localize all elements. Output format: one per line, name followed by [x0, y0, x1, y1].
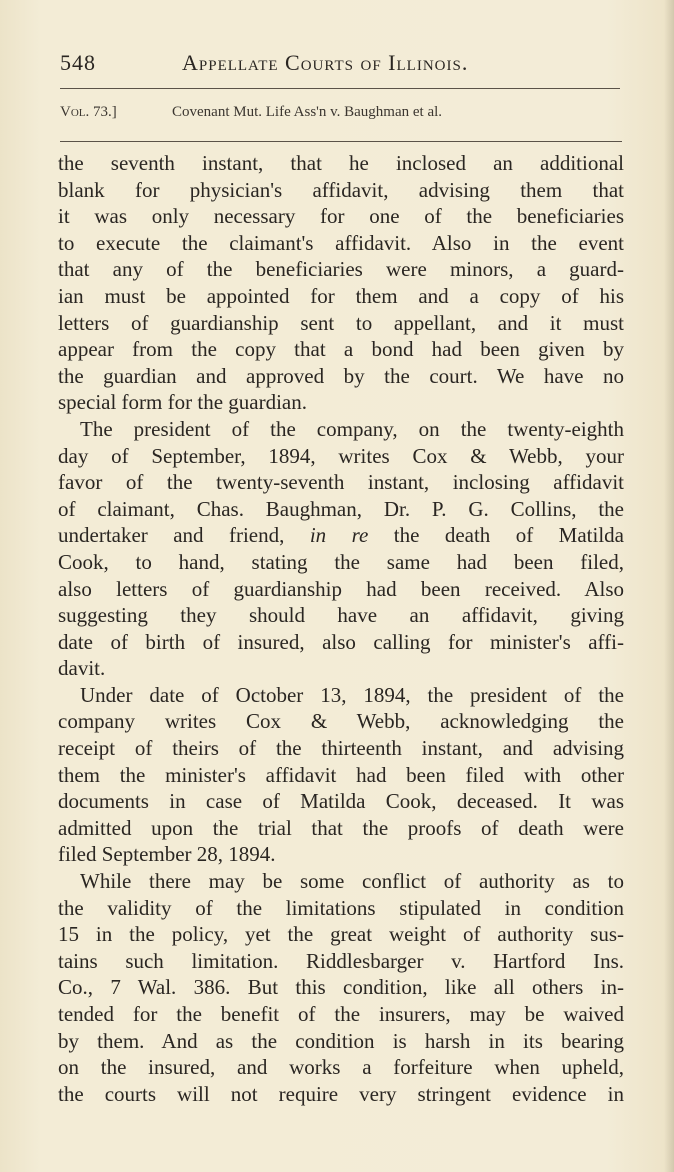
text-line: undertaker and friend, in re the death of Matilda: [58, 523, 624, 548]
text-line: them the minister's affidavit had been filed with other: [58, 762, 624, 787]
text-line: date of birth of insured, also calling for minister's affi-: [58, 629, 624, 654]
text-line: company writes Cox & Webb, acknowledging the: [58, 709, 624, 734]
text-line: letters of guardianship sent to appellant, and it must: [58, 310, 624, 335]
text-line: by them. And as the condition is harsh in its bearing: [58, 1028, 624, 1053]
text-line: suggesting they should have an affidavit, giving: [58, 603, 624, 628]
text-line: that any of the beneficiaries were minors, a guard-: [58, 257, 624, 282]
text-line: of claimant, Chas. Baughman, Dr. P. G. Collins, the: [58, 496, 624, 521]
text-line: davit.: [58, 656, 106, 681]
text-line: the seventh instant, that he inclosed an additional: [58, 151, 624, 175]
text-line: the courts will not require very stringent evidence in: [58, 1081, 624, 1106]
page-header: [60, 50, 530, 80]
running-title: Appellate Courts of Illinois.: [182, 50, 469, 75]
text-line: Co., 7 Wal. 386. But this condition, like all others in-: [58, 975, 624, 1000]
text-line: appear from the copy that a bond had been given by: [58, 337, 624, 362]
text-line: documents in case of Matilda Cook, deceased. It was: [58, 789, 624, 814]
text-line: ian must be appointed for them and a copy of his: [58, 283, 624, 308]
volume-label: Vol. 73.]: [60, 104, 117, 120]
body-text: [58, 150, 624, 1107]
text-line: on the insured, and works a forfeiture when upheld,: [58, 1055, 624, 1080]
text-line: blank for physician's affidavit, advising them that: [58, 177, 624, 202]
text-line: also letters of guardianship had been received. Also: [58, 576, 624, 601]
text-line: tains such limitation. Riddlesbarger v. Hartford Ins.: [58, 948, 624, 973]
text-line: special form for the guardian.: [58, 390, 307, 415]
text-line: Cook, to hand, stating the same had been filed,: [58, 549, 624, 574]
text-line: The president of the company, on the twenty-eighth: [80, 416, 624, 441]
text-line: day of September, 1894, writes Cox & Webb, your: [58, 443, 624, 468]
text-line: receipt of theirs of the thirteenth instant, and advising: [58, 736, 624, 761]
text-line: 15 in the policy, yet the great weight of authority sus-: [58, 922, 624, 947]
page-edge-shadow: [664, 0, 674, 1172]
text-line: to execute the claimant's affidavit. Also in the event: [58, 230, 624, 255]
text-line: Under date of October 13, 1894, the president of the: [80, 682, 624, 707]
subheader-rule: [60, 141, 622, 142]
text-line: the validity of the limitations stipulated in condition: [58, 895, 624, 920]
text-line: filed September 28, 1894.: [58, 842, 276, 867]
page-number: 548: [60, 50, 96, 75]
text-line: admitted upon the trial that the proofs of death were: [58, 815, 624, 840]
case-title: Covenant Mut. Life Ass'n v. Baughman et al.: [172, 104, 443, 120]
text-line: the guardian and approved by the court. We have no: [58, 363, 624, 388]
text-line: While there may be some conflict of authority as to: [80, 869, 624, 894]
text-line: favor of the twenty-seventh instant, inclosing affidavit: [58, 470, 624, 495]
text-line: it was only necessary for one of the beneficiaries: [58, 204, 624, 229]
text-line: tended for the benefit of the insurers, may be waived: [58, 1002, 624, 1026]
header-rule: [60, 88, 620, 89]
